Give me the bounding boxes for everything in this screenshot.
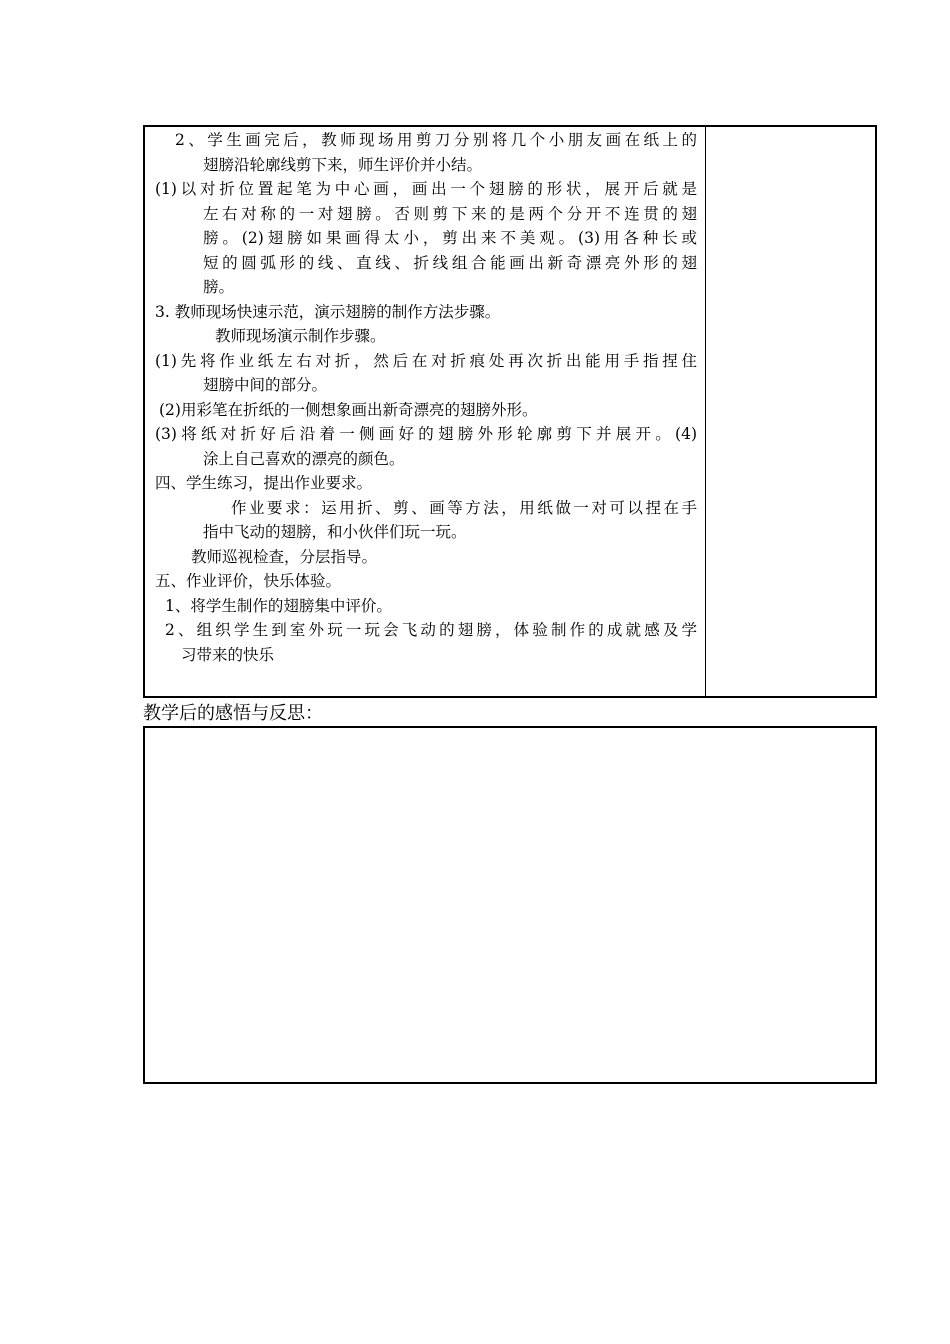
text-line: (1)以对折位置起笔为中心画，画出一个翅膀的形状，展开后就是 [155,180,697,198]
text-line: 2、组织学生到室外玩一玩会飞动的翅膀，体验制作的成就感及学 [165,621,697,639]
text-line: (1)先将作业纸左右对折，然后在对折痕处再次折出能用手指捏住 [155,352,697,370]
reflection-box [143,726,877,1084]
text-line: 膀。(2)翅膀如果画得太小，剪出来不美观。(3)用各种长或 [203,229,697,247]
text-line: (2)用彩笔在折纸的一侧想象画出新奇漂亮的翅膀外形。 [159,401,538,419]
text-line: 习带来的快乐 [181,646,275,664]
text-line: (3)将纸对折好后沿着一侧画好的翅膀外形轮廓剪下并展开。(4) [155,425,697,443]
text-line: 短的圆弧形的线、直线、折线组合能画出新奇漂亮外形的翅 [203,254,697,272]
reflection-heading: 教学后的感悟与反思： [143,703,323,724]
text-line: 教师现场演示制作步骤。 [215,327,386,345]
column-divider [705,127,706,696]
text-line: 四、学生练习，提出作业要求。 [155,474,373,492]
text-line: 五、作业评价，快乐体验。 [155,572,342,590]
text-line: 1、将学生制作的翅膀集中评价。 [165,597,392,615]
text-line: 指中飞动的翅膀，和小伙伴们玩一玩。 [203,523,467,541]
text-line: 翅膀沿轮廓线剪下来，师生评价并小结。 [203,156,483,174]
text-line: 涂上自己喜欢的漂亮的颜色。 [203,450,405,468]
text-line: 2、学生画完后，教师现场用剪刀分别将几个小朋友画在纸上的 [175,131,697,149]
text-line: 作业要求：运用折、剪、画等方法，用纸做一对可以捏在手 [231,499,697,517]
text-line: 教师巡视检查，分层指导。 [191,548,378,566]
text-line: 左右对称的一对翅膀。否则剪下来的是两个分开不连贯的翅 [203,205,697,223]
text-line: 膀。 [203,278,235,296]
text-line: 翅膀中间的部分。 [203,376,328,394]
lesson-table [143,125,877,698]
text-line: 3. 教师现场快速示范，演示翅膀的制作方法步骤。 [155,303,501,321]
